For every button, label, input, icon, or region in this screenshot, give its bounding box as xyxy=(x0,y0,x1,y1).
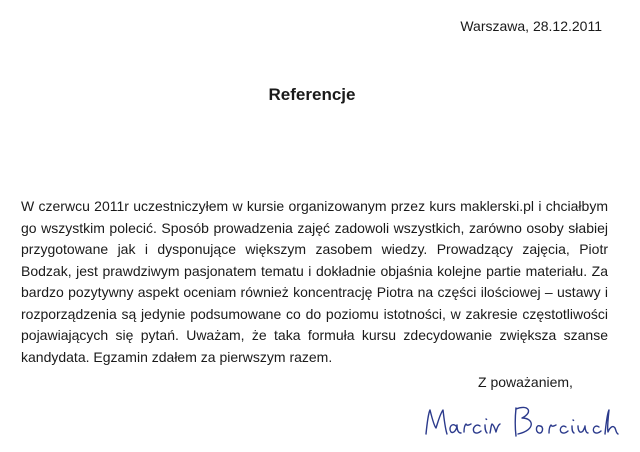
letter-closing: Z poważaniem, xyxy=(478,374,573,390)
letter-date: Warszawa, 28.12.2011 xyxy=(460,18,602,34)
letter-body: W czerwcu 2011r uczestniczyłem w kursie organizowanym przez kurs maklerski.pl i chciałbym go wszystkim polecić. Sposób prowadzenia zajęć zadowoli wszystkich, zarówno osoby słabiej przygotowane jak i dysponujące większym zasobem wiedzy. Prowadzący zajęcia, Piotr Bodzak, jest prawdziwym pasjonatem tematu i dokładnie objaśnia kolejne partie materiału. Za bardzo pozytywny aspekt oceniam również koncentrację Piotra na części ilościowej – ustawy i rozporządzenia są jedynie podsumowane co do poziomu istotności, w zakresie częstotliwości pojawiających się pytań. Uważam, że taka formuła kursu zdecydowanie zwiększa szanse kandydata. Egzamin zdałem za pierwszym razem. xyxy=(21,198,608,365)
signature-icon xyxy=(418,398,628,448)
letter-title xyxy=(0,84,640,106)
letter-title-text: Referencje xyxy=(268,85,356,104)
